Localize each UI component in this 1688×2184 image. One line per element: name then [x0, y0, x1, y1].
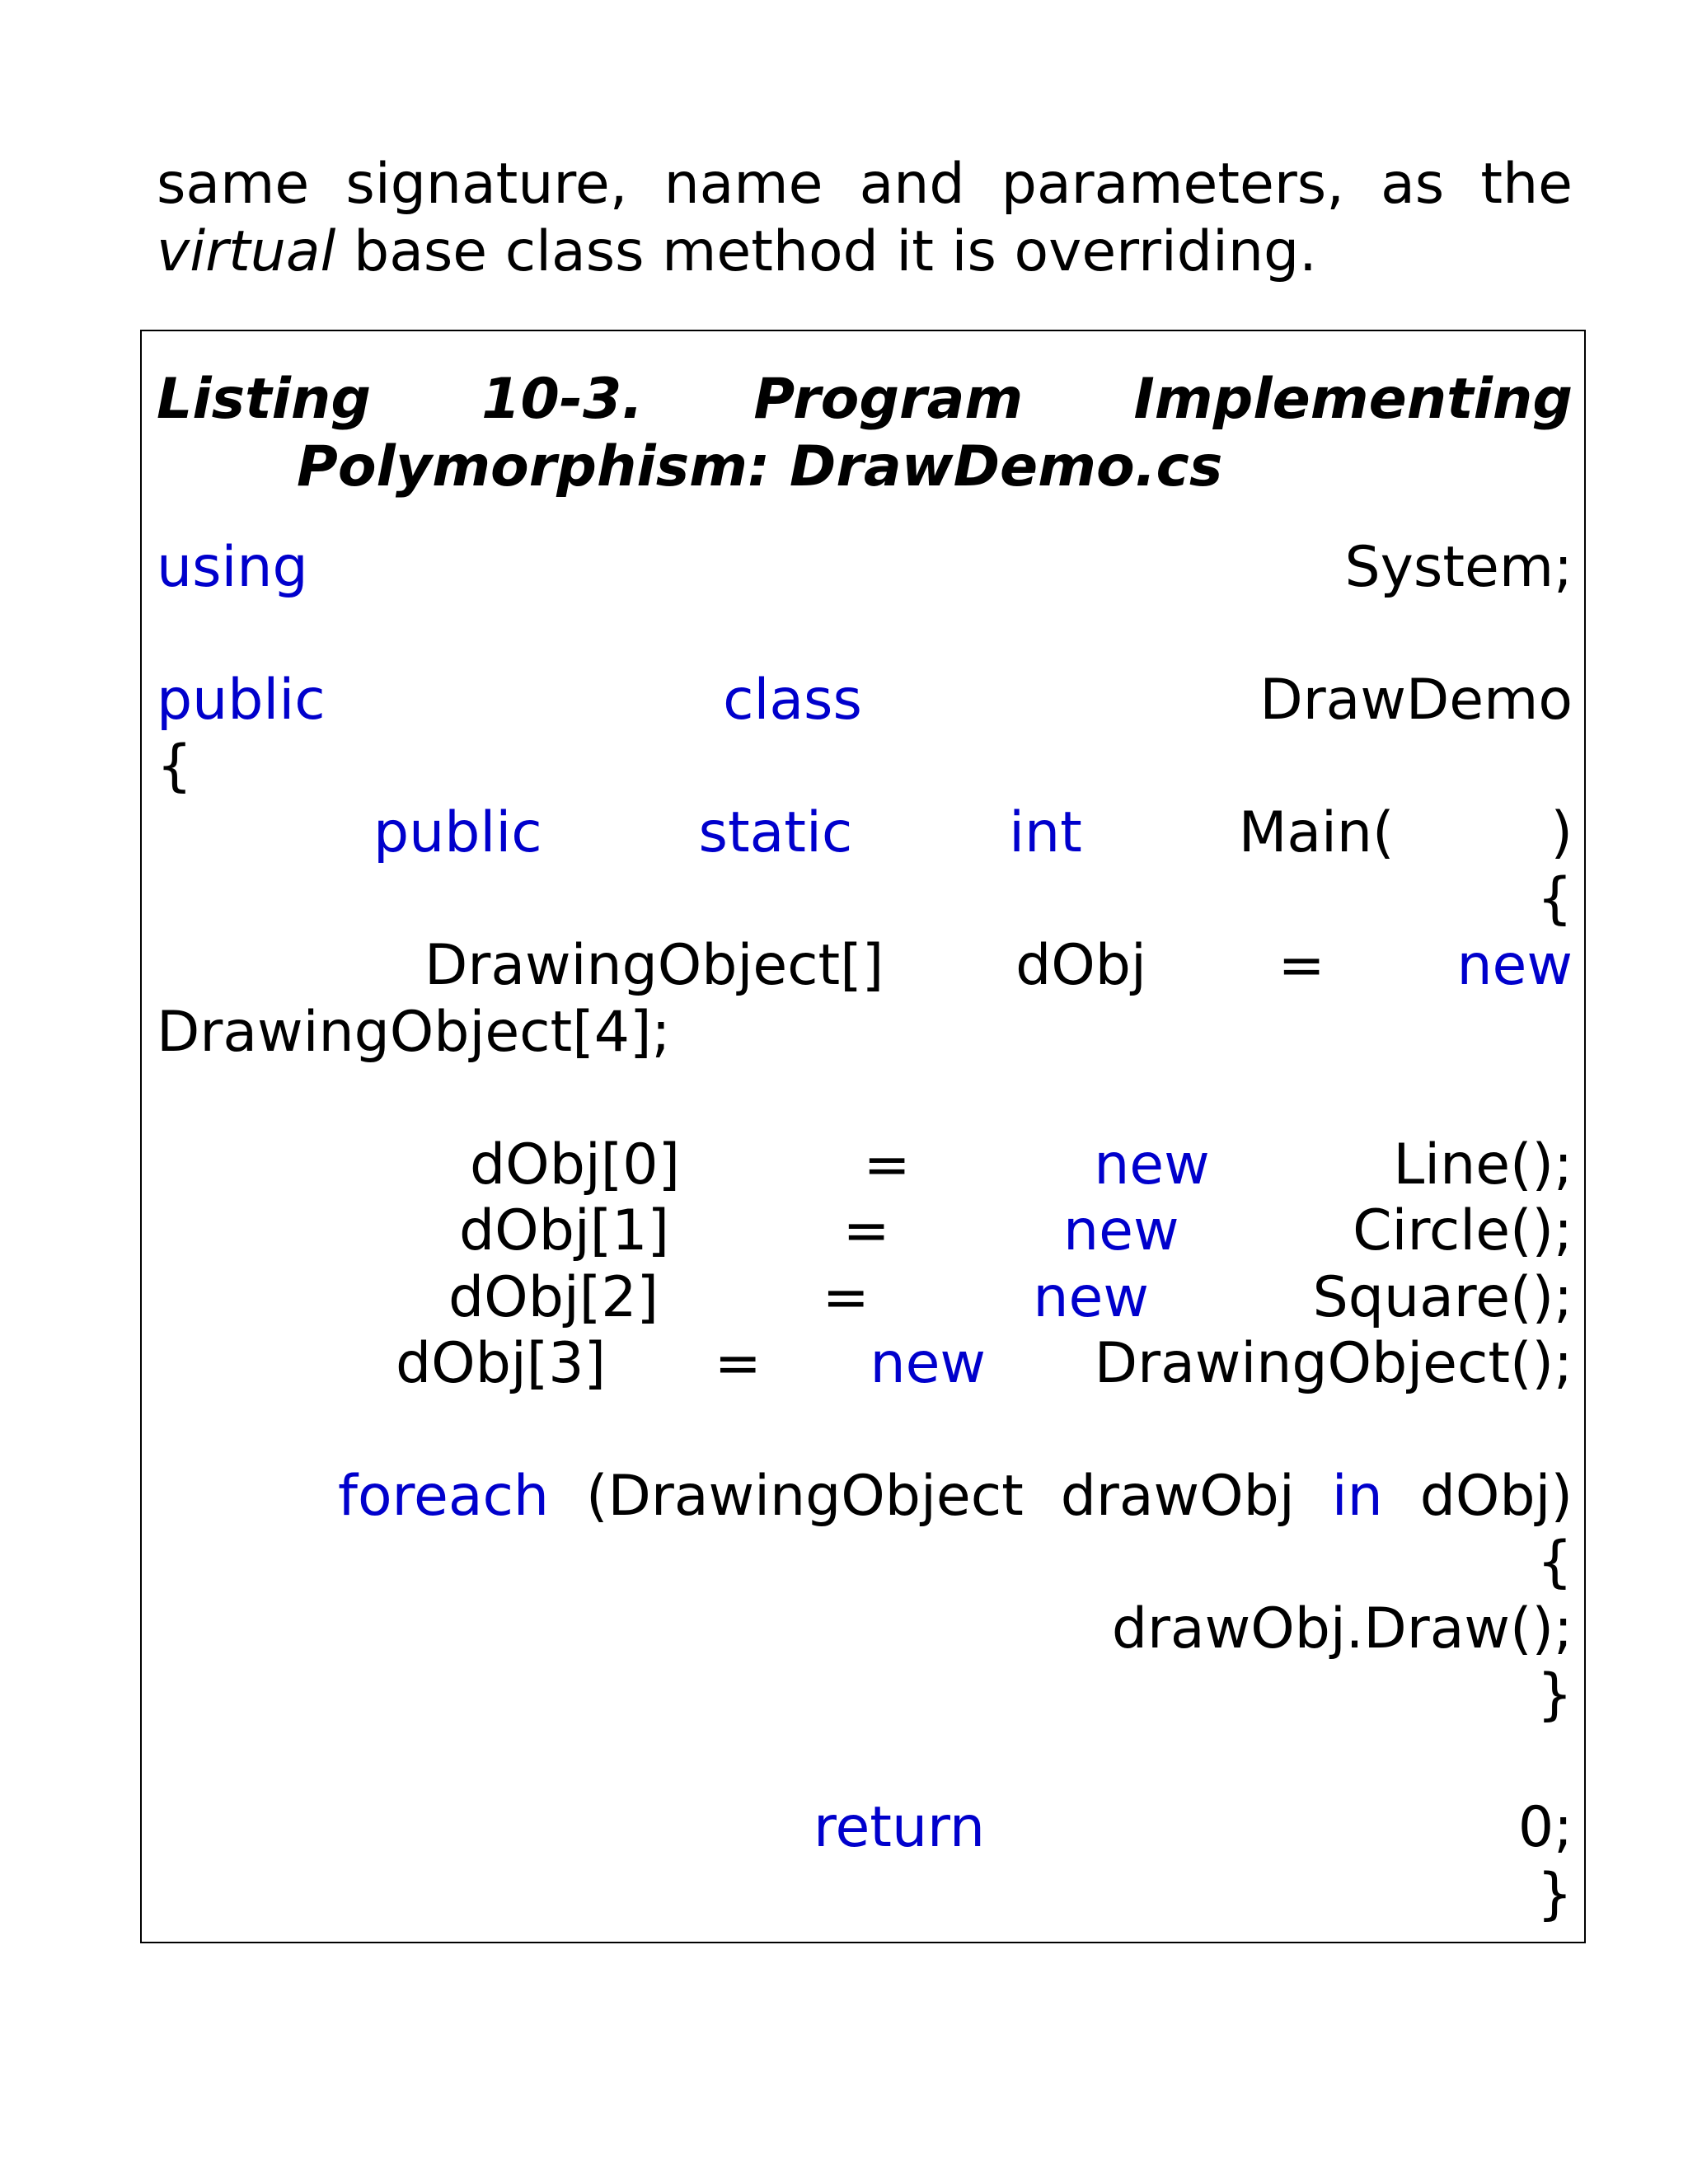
- code-token: dObj[1]: [459, 1198, 670, 1263]
- keyword-new: new: [1456, 933, 1573, 998]
- code-token: dObj): [1419, 1464, 1573, 1529]
- intro-line-2-rest: base class method it is overriding.: [335, 219, 1317, 284]
- keyword-public: public: [373, 800, 542, 865]
- intro-line-1: same signature, name and parameters, as the: [157, 152, 1573, 217]
- code-token: dObj[2]: [448, 1265, 659, 1330]
- code-line-foreach: [338, 1463, 1573, 1530]
- code-line-open-brace: {: [157, 733, 193, 799]
- code-token: drawObj: [1060, 1464, 1295, 1529]
- keyword-using: using: [157, 535, 308, 600]
- code-token: dObj: [1015, 933, 1146, 998]
- keyword-return: return: [814, 1795, 985, 1860]
- code-token: 0;: [1517, 1795, 1573, 1860]
- intro-virtual-word: virtual: [157, 219, 336, 284]
- keyword-foreach: foreach: [338, 1464, 549, 1529]
- code-line-declaration: [424, 932, 1573, 1000]
- code-line-assign-3: [396, 1330, 1573, 1398]
- class-name: DrawDemo: [1259, 668, 1573, 733]
- code-token: (DrawingObject: [585, 1464, 1024, 1529]
- code-token: ): [1550, 800, 1573, 865]
- code-line-class: [157, 667, 1573, 734]
- code-token: =: [863, 1132, 911, 1197]
- code-token: System;: [1344, 535, 1573, 600]
- code-line-draw-call: drawObj.Draw();: [1111, 1596, 1573, 1661]
- code-token: DrawingObject[]: [424, 933, 884, 998]
- code-token: =: [822, 1265, 870, 1330]
- code-line-assign-0: [470, 1132, 1573, 1199]
- intro-paragraph: [157, 151, 1573, 286]
- code-line-open-brace: {: [1536, 866, 1573, 931]
- method-name: Main(: [1238, 800, 1395, 865]
- listing-title: [157, 366, 1573, 501]
- keyword-new: new: [870, 1331, 987, 1396]
- intro-line-2: [157, 218, 1573, 286]
- code-listing-box: [140, 330, 1586, 1943]
- keyword-new: new: [1063, 1198, 1179, 1263]
- code-token: =: [1278, 933, 1325, 998]
- code-token: =: [714, 1331, 762, 1396]
- code-line-close-brace: }: [1536, 1862, 1573, 1927]
- keyword-public: public: [157, 668, 326, 733]
- code-token: dObj[3]: [396, 1331, 607, 1396]
- keyword-new: new: [1094, 1132, 1210, 1197]
- code-line-assign-2: [448, 1264, 1573, 1332]
- listing-title-line-1: Listing 10-3. Program Implementing: [157, 367, 1573, 432]
- code-line-open-brace: {: [1536, 1530, 1573, 1595]
- code-line-close-brace: }: [1536, 1662, 1573, 1727]
- code-token: Line();: [1393, 1132, 1573, 1197]
- code-line-assign-1: [459, 1197, 1573, 1265]
- keyword-int: int: [1009, 800, 1082, 865]
- code-token: =: [842, 1198, 890, 1263]
- code-token: dObj[0]: [470, 1132, 681, 1197]
- code-line-return: [814, 1794, 1573, 1862]
- code-line-declaration-cont: DrawingObject[4];: [157, 1000, 671, 1065]
- listing-title-line-2: Polymorphism: DrawDemo.cs: [297, 434, 1223, 499]
- code-token: Square();: [1312, 1265, 1573, 1330]
- code-token: Circle();: [1353, 1198, 1573, 1263]
- keyword-static: static: [698, 800, 853, 865]
- code-line-using: [157, 534, 1573, 602]
- keyword-new: new: [1033, 1265, 1149, 1330]
- keyword-in: in: [1331, 1464, 1383, 1529]
- keyword-class: class: [723, 668, 862, 733]
- code-token: DrawingObject();: [1094, 1331, 1573, 1396]
- code-line-main: [373, 799, 1573, 867]
